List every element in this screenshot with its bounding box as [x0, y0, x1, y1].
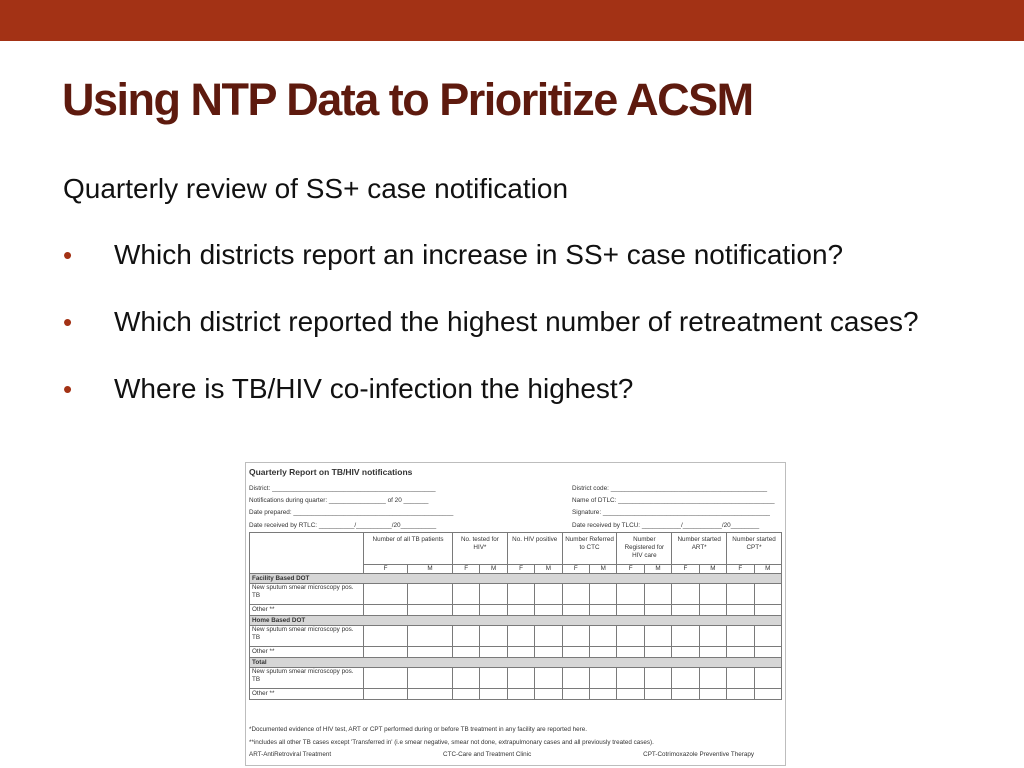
empty-cell	[699, 626, 726, 647]
empty-cell	[590, 584, 617, 605]
empty-cell	[480, 668, 507, 689]
empty-cell	[590, 647, 617, 658]
empty-cell	[453, 605, 480, 616]
empty-cell	[480, 605, 507, 616]
empty-cell	[754, 668, 781, 689]
empty-cell	[562, 626, 589, 647]
empty-cell	[535, 584, 562, 605]
empty-cell	[480, 647, 507, 658]
empty-cell	[535, 668, 562, 689]
column-header: Number Referred to CTC	[562, 533, 617, 565]
empty-cell	[754, 647, 781, 658]
sub-header-f: F	[672, 565, 699, 574]
empty-cell	[408, 668, 453, 689]
table-row	[250, 668, 782, 689]
empty-cell	[453, 647, 480, 658]
bullet-list	[63, 235, 1018, 436]
empty-cell	[590, 626, 617, 647]
empty-cell	[562, 689, 589, 700]
form-footnotes	[249, 724, 784, 762]
column-header: Number started ART*	[672, 533, 727, 565]
empty-cell	[727, 689, 754, 700]
form-title: Quarterly Report on TB/HIV notifications	[249, 467, 413, 477]
empty-cell	[617, 605, 644, 616]
empty-cell	[727, 668, 754, 689]
empty-cell	[617, 647, 644, 658]
header-bar	[0, 0, 1024, 41]
empty-cell	[562, 668, 589, 689]
empty-cell	[507, 647, 534, 658]
report-form-image	[245, 462, 786, 766]
sub-header-f: F	[507, 565, 534, 574]
empty-cell	[535, 605, 562, 616]
sub-header-m: M	[699, 565, 726, 574]
empty-cell	[644, 689, 671, 700]
empty-cell	[644, 626, 671, 647]
sub-header-m: M	[408, 565, 453, 574]
sub-header-m: M	[644, 565, 671, 574]
table-corner-cell	[250, 533, 364, 574]
column-header: Number Registered for HIV care	[617, 533, 672, 565]
empty-cell	[727, 647, 754, 658]
form-field-notifications: Notifications during quarter: ________________ of 20 _______	[249, 497, 429, 505]
row-label: Other **	[250, 605, 364, 616]
empty-cell	[727, 584, 754, 605]
slide-title: Using NTP Data to Prioritize ACSM	[62, 74, 753, 125]
row-label: New sputum smear microscopy pos. TB	[250, 626, 364, 647]
empty-cell	[364, 647, 408, 658]
empty-cell	[590, 605, 617, 616]
table-section-row	[250, 616, 782, 626]
empty-cell	[672, 647, 699, 658]
empty-cell	[364, 605, 408, 616]
form-field-date-received-tlcu: Date received by TLCU: ___________/___________/20________	[572, 521, 760, 529]
form-header-left	[249, 483, 549, 532]
bullet-item	[63, 235, 1018, 275]
table-row	[250, 584, 782, 605]
empty-cell	[453, 668, 480, 689]
column-header: No. HIV positive	[507, 533, 562, 565]
empty-cell	[672, 668, 699, 689]
empty-cell	[453, 626, 480, 647]
abbr-art: ART-AntiRetroviral Treatment	[249, 751, 332, 758]
sub-header-f: F	[364, 565, 408, 574]
form-field-date-received-rtlc: Date received by RTLC: __________/__________/20__________	[249, 521, 437, 529]
empty-cell	[562, 584, 589, 605]
abbr-cpt: CPT-Cotrimoxazole Preventive Therapy	[643, 751, 754, 758]
intro-text: Quarterly review of SS+ case notification	[63, 173, 569, 204]
row-label: New sputum smear microscopy pos. TB	[250, 668, 364, 689]
empty-cell	[590, 689, 617, 700]
report-table-body	[250, 533, 782, 700]
bullet-text: Which districts report an increase in SS+ case notification?	[114, 239, 844, 270]
form-field-dtlc-name: Name of DTLC: ____________________________________________	[572, 497, 775, 505]
empty-cell	[699, 647, 726, 658]
empty-cell	[408, 647, 453, 658]
sub-header-m: M	[535, 565, 562, 574]
empty-cell	[507, 584, 534, 605]
row-label: Other **	[250, 689, 364, 700]
form-header-right	[572, 483, 782, 532]
report-table	[249, 532, 782, 700]
column-header: Number of all TB patients	[364, 533, 453, 565]
empty-cell	[453, 689, 480, 700]
bullet-icon: •	[63, 374, 73, 404]
empty-cell	[408, 584, 453, 605]
bullet-item	[63, 302, 1018, 342]
empty-cell	[617, 584, 644, 605]
empty-cell	[672, 605, 699, 616]
table-row	[250, 626, 782, 647]
empty-cell	[754, 584, 781, 605]
empty-cell	[644, 605, 671, 616]
empty-cell	[562, 605, 589, 616]
empty-cell	[562, 647, 589, 658]
sub-header-m: M	[754, 565, 781, 574]
empty-cell	[644, 668, 671, 689]
empty-cell	[644, 584, 671, 605]
abbreviations-row	[249, 749, 754, 762]
table-header-row	[250, 533, 782, 565]
section-label: Facility Based DOT	[250, 574, 782, 584]
empty-cell	[480, 689, 507, 700]
empty-cell	[507, 668, 534, 689]
empty-cell	[617, 626, 644, 647]
abbr-ctc: CTC-Care and Treatment Clinic	[443, 751, 532, 758]
empty-cell	[480, 584, 507, 605]
table-row	[250, 647, 782, 658]
sub-header-f: F	[453, 565, 480, 574]
sub-header-f: F	[727, 565, 754, 574]
empty-cell	[754, 626, 781, 647]
footnote-hiv-evidence: *Documented evidence of HIV test, ART or CPT performed during or before TB treatment in any facility are reported here.	[249, 726, 587, 733]
empty-cell	[754, 605, 781, 616]
empty-cell	[507, 605, 534, 616]
empty-cell	[480, 626, 507, 647]
empty-cell	[364, 584, 408, 605]
empty-cell	[699, 584, 726, 605]
column-header: Number started CPT*	[727, 533, 782, 565]
footnote-other-cases: **includes all other TB cases except 'Transferred in' (i.e smear negative, smear not done, extrapulmonary cases and all previously treated cases).	[249, 738, 654, 746]
empty-cell	[699, 668, 726, 689]
empty-cell	[699, 605, 726, 616]
form-field-district-code: District code: ____________________________________________	[572, 485, 768, 492]
empty-cell	[408, 626, 453, 647]
empty-cell	[644, 647, 671, 658]
empty-cell	[535, 689, 562, 700]
table-section-row	[250, 574, 782, 584]
column-header: No. tested for HIV*	[453, 533, 508, 565]
bullet-text: Where is TB/HIV co-infection the highest?	[114, 373, 634, 404]
sub-header-f: F	[617, 565, 644, 574]
bullet-text: Which district reported the highest number of retreatment cases?	[114, 306, 919, 337]
table-section-row	[250, 658, 782, 668]
form-field-district: District: ______________________________________________	[249, 485, 436, 492]
bullet-icon: •	[63, 240, 73, 270]
form-field-signature: Signature: _______________________________________________	[572, 509, 770, 517]
row-label: New sputum smear microscopy pos. TB	[250, 584, 364, 605]
table-row	[250, 605, 782, 616]
empty-cell	[617, 689, 644, 700]
empty-cell	[672, 626, 699, 647]
empty-cell	[727, 605, 754, 616]
empty-cell	[364, 668, 408, 689]
sub-header-f: F	[562, 565, 589, 574]
empty-cell	[754, 689, 781, 700]
empty-cell	[364, 626, 408, 647]
empty-cell	[727, 626, 754, 647]
table-row	[250, 689, 782, 700]
empty-cell	[408, 689, 453, 700]
form-field-date-prepared: Date prepared: _____________________________________________	[249, 509, 454, 517]
empty-cell	[672, 584, 699, 605]
empty-cell	[672, 689, 699, 700]
empty-cell	[364, 689, 408, 700]
sub-header-m: M	[590, 565, 617, 574]
empty-cell	[699, 689, 726, 700]
row-label: Other **	[250, 647, 364, 658]
section-label: Home Based DOT	[250, 616, 782, 626]
empty-cell	[535, 626, 562, 647]
empty-cell	[535, 647, 562, 658]
bullet-item	[63, 369, 1018, 409]
empty-cell	[590, 668, 617, 689]
empty-cell	[453, 584, 480, 605]
section-label: Total	[250, 658, 782, 668]
sub-header-m: M	[480, 565, 507, 574]
empty-cell	[408, 605, 453, 616]
empty-cell	[507, 689, 534, 700]
bullet-icon: •	[63, 307, 73, 337]
empty-cell	[617, 668, 644, 689]
empty-cell	[507, 626, 534, 647]
